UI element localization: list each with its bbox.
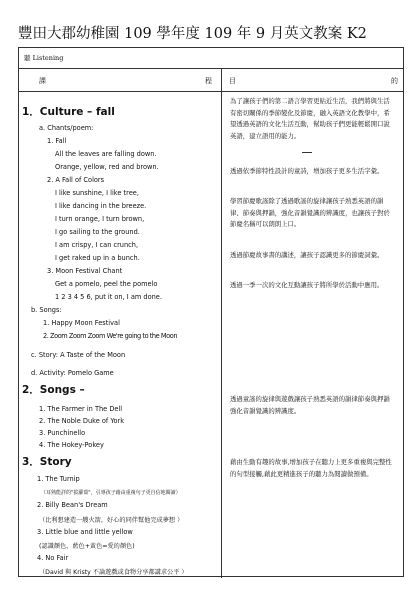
poem-line: I like sunshine, I like tree, (55, 189, 139, 197)
goal-paragraph: 透過一季一次的文化互動讓孩子將所學於活動中應用。 (230, 281, 384, 289)
header-course-2: 程 (205, 77, 212, 85)
section-story-title: 3．Story (22, 456, 72, 468)
listening-row: 聽 Listening (19, 48, 403, 69)
course-column (19, 92, 221, 578)
divider-line (302, 152, 312, 153)
poem-title: 3. Moon Festival Chant (47, 267, 123, 275)
poem-line: I get raked up in a bunch. (55, 254, 140, 262)
lesson-plan-table (18, 47, 404, 577)
goal-column (222, 92, 405, 578)
goal-paragraph: 透過節慶故事書的講述，讓孩子認識更多的節慶詞彙。 (230, 251, 384, 259)
page-title: 豐田大郡幼稚園 109 學年度 109 年 9 月英文教案 K2 (18, 26, 367, 42)
chants-label: a. Chants/poem: (39, 124, 94, 132)
story-title: 2. Billy Bean's Dream (37, 501, 108, 509)
poem-line: I go sailing to the ground. (55, 228, 140, 236)
poem-line: I am crispy, I can crunch, (55, 241, 139, 249)
section-songs-title: 2．Songs – (22, 384, 85, 396)
goal-paragraph: 學習節慶歌謠除了透過歌謠的旋律讓孩子熟悉英語的韻律、節奏與押韻，強化音韻覺識的辨識度，也讓孩子對於節慶名稱可以朗朗上口。 (230, 197, 390, 228)
story-note: (認識顏色，藍色+黃色=愛的顏色) (39, 543, 135, 550)
goal-paragraph: 為了讓孩子們的第二語言學習更貼近生活，我們將與生活有密切關係的季節變化及節慶，融入英語文化教學中，希望透過英語的文化生活互動，幫助孩子們更能輕鬆開口說英語，建立語用的能力。 (230, 97, 390, 140)
story-note: （David 與 Kristy 不論遊戲或食物分享都講求公平 ） (39, 569, 188, 576)
song-item: 1. The Farmer in The Dell (39, 405, 123, 413)
story-note: （比利想建造一艘火箭，好心的同伴幫他完成夢想 ） (39, 517, 184, 524)
goal-paragraph: 透過依季節特性設計的童詩，增加孩子更多生活字彙。 (230, 167, 384, 175)
story-title: 3. Little blue and little yellow (37, 528, 133, 536)
song-item: 1. Happy Moon Festival (43, 319, 120, 327)
poem-line: Orange, yellow, red and brown. (55, 163, 159, 171)
header-course-1: 課 (39, 77, 46, 85)
poem-line: Get a pomelo, peel the pomelo (55, 280, 158, 288)
story-label: c. Story: A Taste of the Moon (31, 351, 126, 359)
goal-paragraph: 透過童謠的旋律與遊戲讓孩子熟悉英語的韻律節奏與押韻強化音韻覺識的辨識度。 (230, 395, 390, 415)
story-title: 4. No Fair (37, 554, 69, 562)
header-goal-1: 目 (229, 77, 236, 85)
song-item: 4. The Hokey-Pokey (39, 441, 104, 449)
songs-label: b. Songs: (31, 306, 62, 314)
poem-line: I turn orange, I turn brown, (55, 215, 145, 223)
story-title: 1. The Turnip (37, 475, 80, 483)
poem-line: All the leaves are falling down. (55, 150, 157, 158)
song-item: 2. The Noble Duke of York (39, 417, 125, 425)
activity-label: d. Activity: Pomelo Game (31, 369, 114, 377)
poem-title: 2. A Fall of Colors (47, 176, 105, 184)
song-item: 2. Zoom Zoom Zoom We're going to the Moon (43, 332, 178, 340)
goal-paragraph: 藉由生動有趣的故事,增加孩子在聽力上更多重複與完整性的句型接觸,藉此更精進孩子的聽力為閱讀做預備。 (230, 458, 392, 478)
story-note: （耳熟能詳的"拔蘿蔔"，引導孩子藉由重複句子更自信地閱讀） (41, 490, 181, 496)
song-item: 3. Punchinello (39, 429, 86, 437)
poem-line: I like dancing in the breeze. (55, 202, 147, 210)
poem-line: 1 2 3 4 5 6, put it on, I am done. (55, 293, 162, 301)
header-row (19, 69, 403, 92)
poem-title: 1. Fall (47, 137, 67, 145)
section-culture-title: 1．Culture – fall (22, 106, 115, 118)
header-goal-2: 的 (391, 77, 398, 85)
